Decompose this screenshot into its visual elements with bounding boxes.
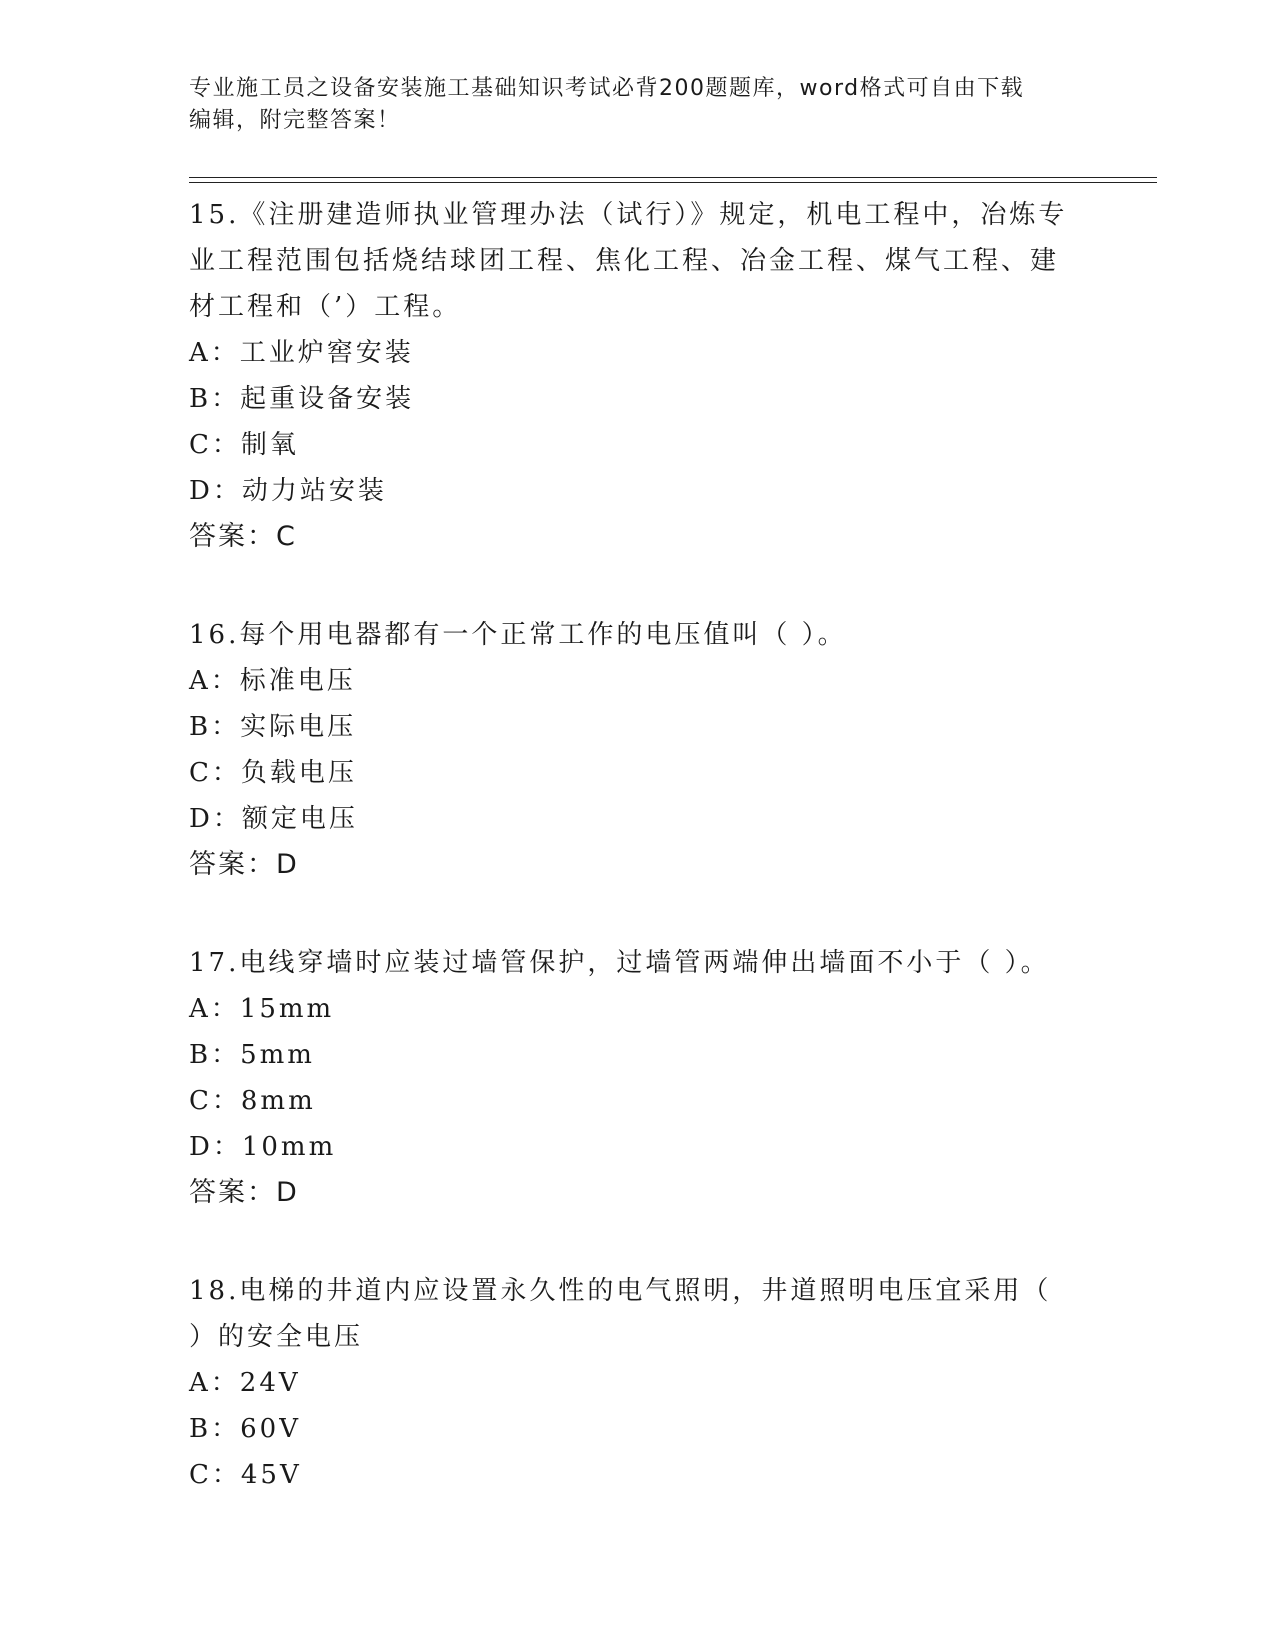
option-b: B：起重设备安装 [189, 384, 415, 414]
option-a: A：15mm [189, 994, 335, 1024]
option-a: A：工业炉窖安装 [189, 338, 414, 368]
question-16 [189, 612, 1089, 888]
question-18 [189, 1268, 1089, 1498]
option-c: C：45V [189, 1460, 302, 1490]
question-text-line: ）的安全电压 [189, 1322, 364, 1352]
question-list [189, 192, 1089, 1550]
question-15 [189, 192, 1089, 560]
answer-line: 答案：D [189, 849, 299, 880]
option-d: D：10mm [189, 1132, 337, 1162]
option-d: D：额定电压 [189, 804, 358, 834]
answer-line: 答案：D [189, 1177, 299, 1208]
header-title-line-2: 编辑，附完整答案！ [189, 108, 401, 133]
question-text-line: 业工程范围包括烧结球团工程、焦化工程、冶金工程、煤气工程、建 [189, 246, 1060, 276]
option-b: B：60V [189, 1414, 301, 1444]
question-text-line: 材工程和（’）工程。 [189, 292, 462, 322]
option-c: C：负载电压 [189, 758, 357, 788]
question-text-line: 15.《注册建造师执业管理办法（试行）》规定，机电工程中，冶炼专 [189, 200, 1068, 230]
header-divider-bottom [189, 182, 1157, 183]
option-a: A：24V [189, 1368, 301, 1398]
option-b: B：实际电压 [189, 712, 357, 742]
option-c: C：8mm [189, 1086, 316, 1116]
header-divider-top [189, 177, 1157, 178]
answer-line: 答案：C [189, 521, 297, 552]
question-text-line: 18.电梯的井道内应设置永久性的电气照明，井道照明电压宜采用（ [189, 1276, 1052, 1306]
question-17 [189, 940, 1089, 1216]
question-text-line: 16.每个用电器都有一个正常工作的电压值叫（ ）。 [189, 620, 847, 650]
option-b: B：5mm [189, 1040, 315, 1070]
option-c: C：制氧 [189, 430, 299, 460]
option-d: D：动力站安装 [189, 476, 387, 506]
document-header [189, 73, 1069, 137]
question-text-line: 17.电线穿墙时应装过墙管保护，过墙管两端伸出墙面不小于（ ）。 [189, 948, 1050, 978]
option-a: A：标准电压 [189, 666, 356, 696]
header-title-line-1: 专业施工员之设备安装施工基础知识考试必背200题题库，word格式可自由下载 [189, 76, 1025, 101]
